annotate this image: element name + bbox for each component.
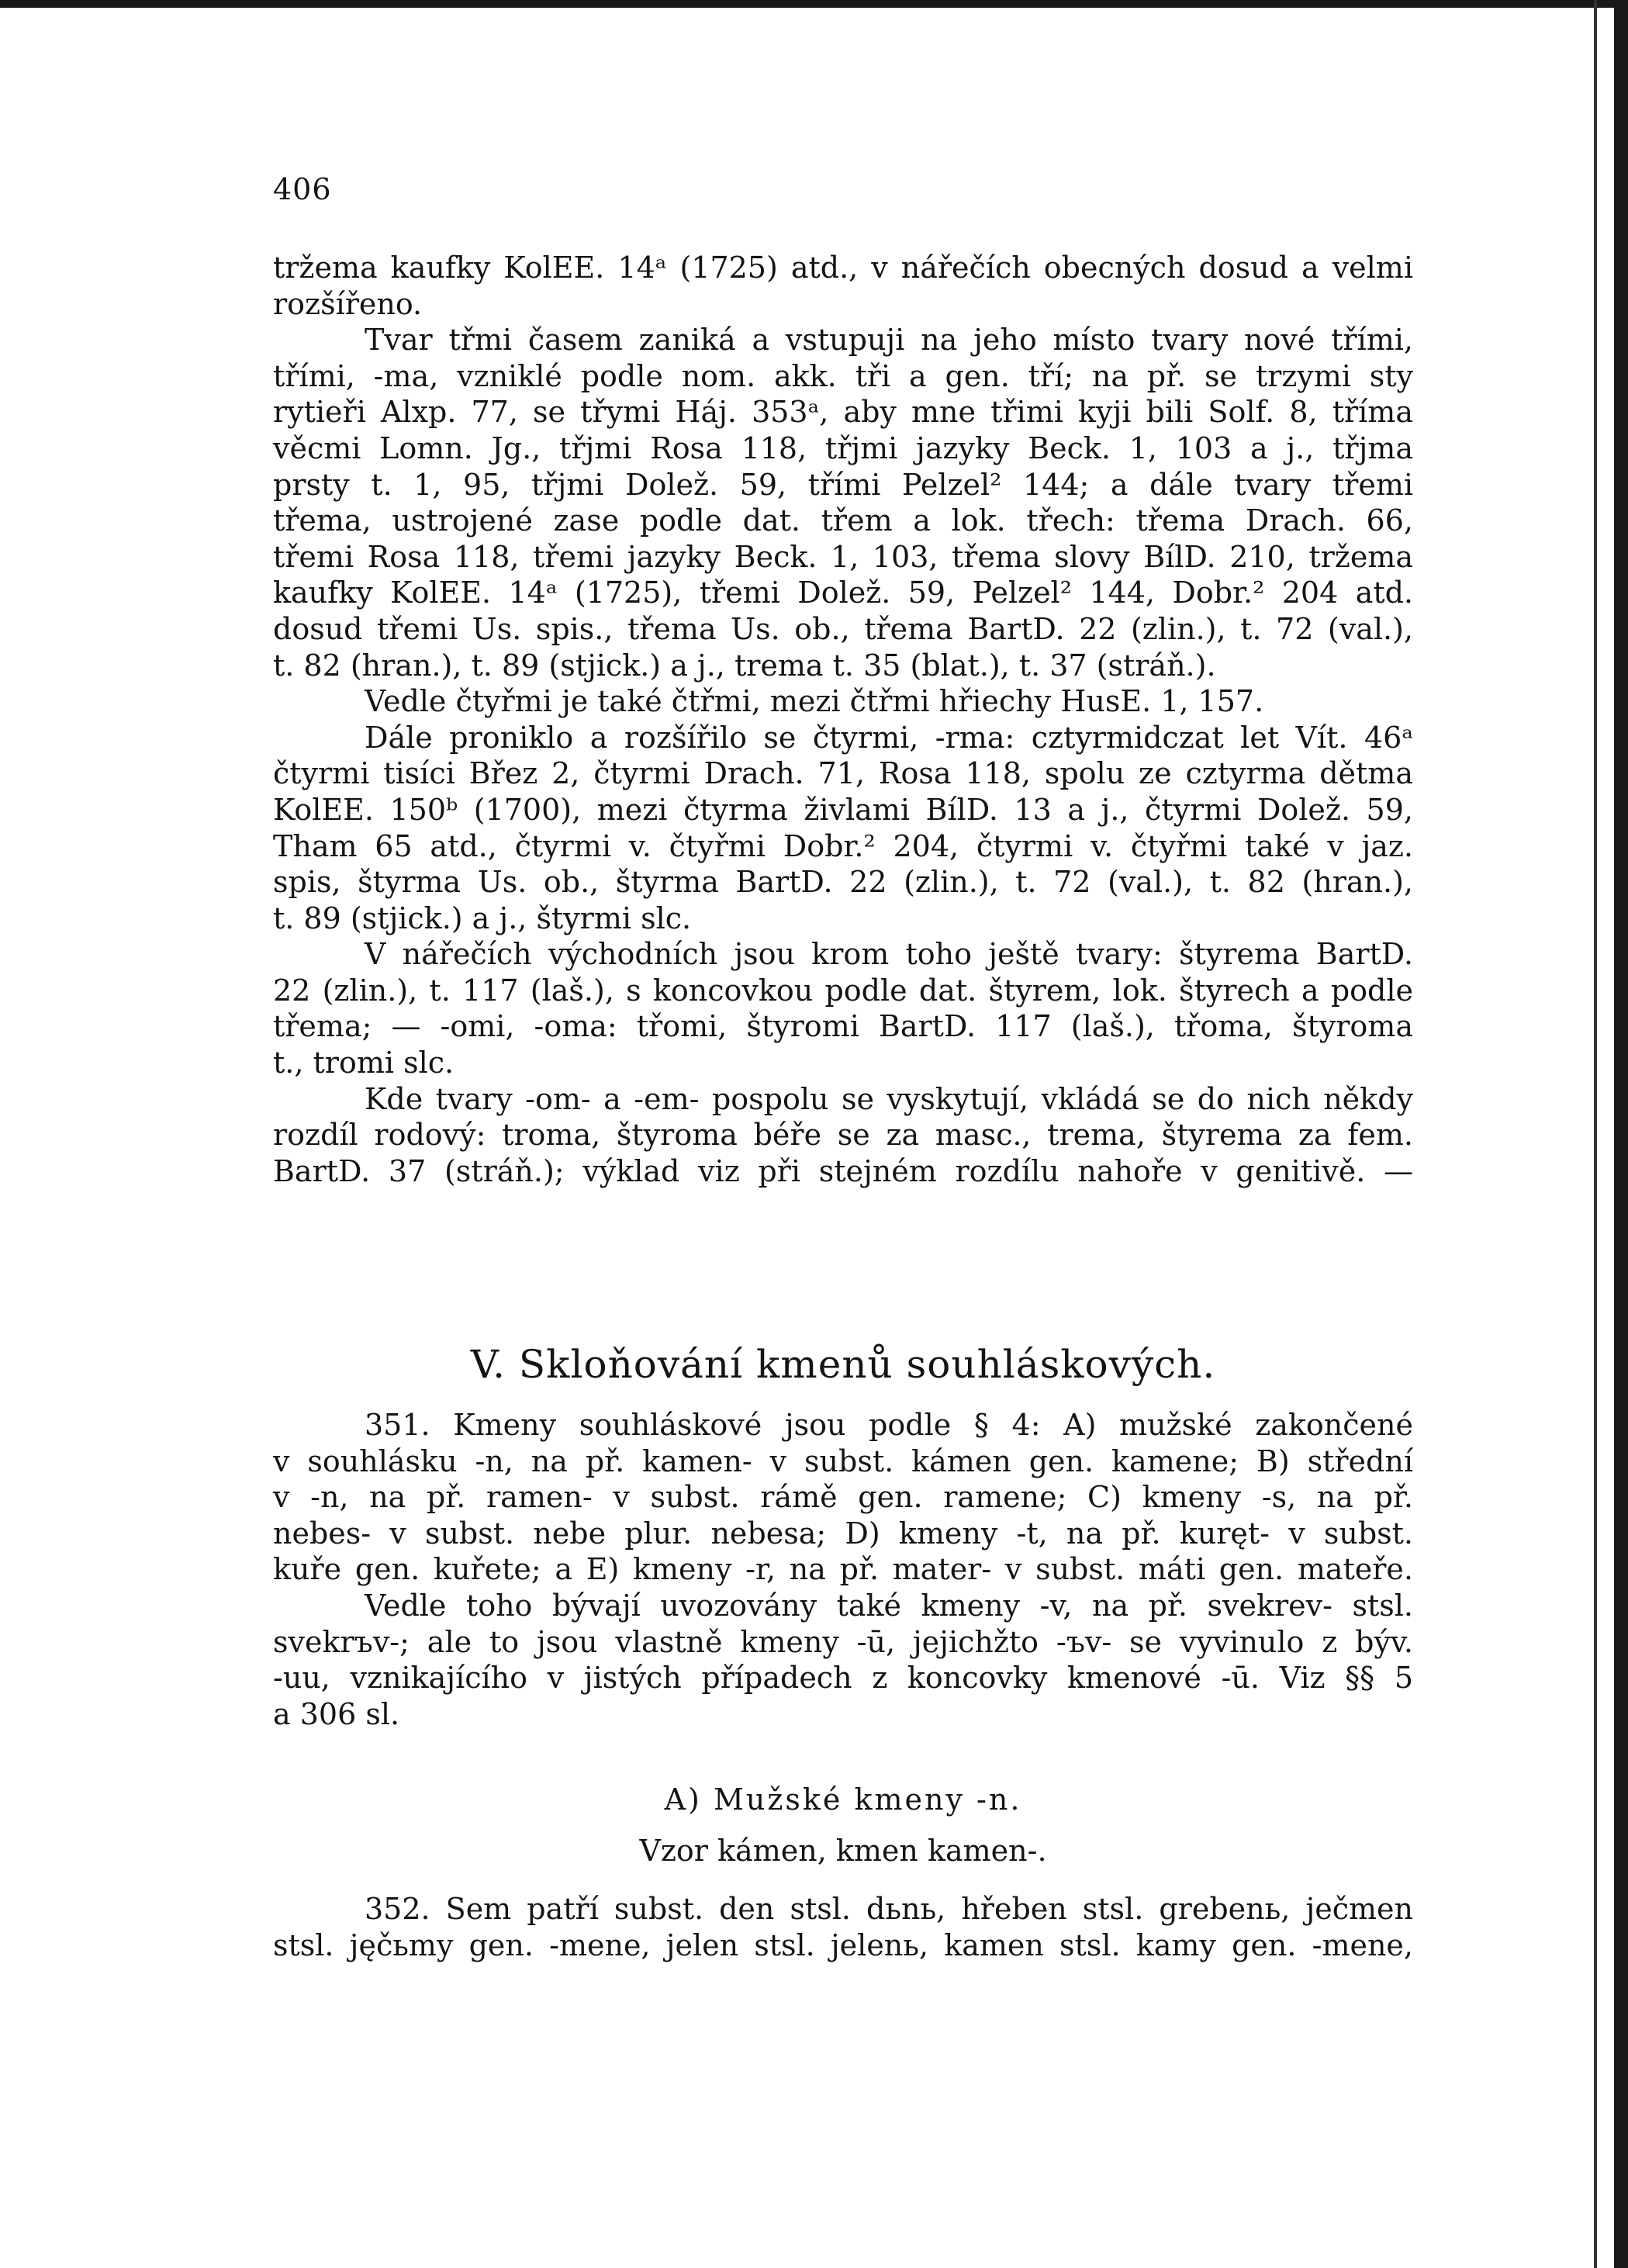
text-line: BartD. 37 (stráň.); výklad viz při stejném rozdílu nahoře v genitivě. —: [273, 1153, 1413, 1188]
text-line: 22 (zlin.), t. 117 (laš.), s koncovkou podle dat. štyrem, lok. štyrech a podle: [273, 973, 1413, 1008]
text-line: 351. Kmeny souhláskové jsou podle § 4: A) mužské zakončené: [365, 1408, 1413, 1442]
section-3-text: [273, 1891, 1413, 1963]
text-line: Tham 65 atd., čtyrmi v. čtyřmi Dobr.² 204, čtyrmi v. čtyřmi také v jaz.: [273, 828, 1413, 863]
text-line: -uu, vznikajícího v jistých případech z koncovky kmenové -ū. Viz §§ 5: [273, 1661, 1413, 1696]
text-line: nebes- v subst. nebe plur. nebesa; D) kmeny -t, na př. kuręt- v subst.: [273, 1516, 1413, 1551]
text-line: kaufky KolEE. 14ᵃ (1725), třemi Dolež. 59, Pelzel² 144, Dobr.² 204 atd.: [273, 576, 1413, 610]
text-line: tržema kaufky KolEE. 14ᵃ (1725) atd., v nářečích obecných dosud a velmi: [273, 251, 1413, 285]
text-line: třema; — -omi, -oma: třomi, štyromi BartD. 117 (laš.), třoma, štyroma: [273, 1009, 1413, 1044]
section-1-text: [273, 250, 1413, 1189]
scan-edge-top: [0, 0, 1628, 8]
text-line: t. 82 (hran.), t. 89 (stjick.) a j., trema t. 35 (blat.), t. 37 (stráň.).: [273, 648, 1216, 683]
text-line: KolEE. 150ᵇ (1700), mezi čtyrma živlami BílD. 13 a j., čtyrmi Dolež. 59,: [273, 792, 1413, 827]
text-line: v -n, na př. ramen- v subst. rámě gen. ramene; C) kmeny -s, na př.: [273, 1480, 1413, 1515]
text-line: rytieři Alxp. 77, se třymi Háj. 353ᵃ, aby mne třimi kyji bili Solf. 8, tříma: [273, 395, 1413, 430]
text-line: svekrъv-; ale to jsou vlastně kmeny -ū, jejichžto -ъv- se vyvinulo z býv.: [273, 1624, 1413, 1659]
text-line: Vedle čtyřmi je také čtřmi, mezi čtřmi hřiechy HusE. 1, 157.: [365, 684, 1264, 719]
text-line: třemi Rosa 118, třemi jazyky Beck. 1, 103, třema slovy BílD. 210, tržema: [273, 539, 1413, 574]
text-line: V nářečích východních jsou krom toho ještě tvary: štyrema BartD.: [365, 937, 1413, 972]
paradigm-heading: Vzor kámen, kmen kamen-.: [639, 1834, 1047, 1868]
text-line: t., tromi slc.: [273, 1046, 455, 1080]
text-line: kuře gen. kuřete; a E) kmeny -r, na př. mater- v subst. máti gen. mateře.: [273, 1552, 1413, 1587]
section-2-text: [273, 1407, 1413, 1732]
text-line: Vedle toho bývají uvozovány také kmeny -v, na př. svekrev- stsl.: [365, 1588, 1413, 1623]
text-line: věcmi Lomn. Jg., třjmi Rosa 118, třjmi jazyky Beck. 1, 103 a j., třjma: [273, 430, 1413, 465]
text-line: Tvar třmi časem zaniká a vstupuji na jeho místo tvary nové třími,: [365, 323, 1413, 358]
text-line: rozšířeno.: [273, 286, 423, 321]
text-line: a 306 sl.: [273, 1696, 400, 1731]
subsection-heading: A) Mužské kmeny -n.: [664, 1782, 1022, 1817]
text-line: Dále proniklo a rozšířilo se čtyrmi, -rma: cztyrmidczat let Vít. 46ᵃ: [365, 720, 1413, 755]
text-line: v souhlásku -n, na př. kamen- v subst. kámen gen. kamene; B) střední: [273, 1443, 1413, 1478]
text-line: třími, -ma, vzniklé podle nom. akk. tři a gen. tří; na př. se trzymi sty: [273, 358, 1413, 393]
text-line: t. 89 (stjick.) a j., štyrmi slc.: [273, 901, 692, 935]
text-line: 352. Sem patří subst. den stsl. dьnь, hřeben stsl. grebenь, ječmen: [365, 1892, 1413, 1926]
text-line: dosud třemi Us. spis., třema Us. ob., třema BartD. 22 (zlin.), t. 72 (val.),: [273, 611, 1413, 646]
text-line: třema, ustrojené zase podle dat. třem a lok. třech: třema Drach. 66,: [273, 503, 1413, 538]
scan-edge-line: [1594, 0, 1597, 2268]
text-line: stsl. jęčьmy gen. -mene, jelen stsl. jelenь, kamen stsl. kamy gen. -mene,: [273, 1927, 1413, 1962]
text-line: Kde tvary -om- a -em- pospolu se vyskytují, vkládá se do nich někdy: [365, 1081, 1413, 1116]
text-line: čtyrmi tisíci Břez 2, čtyrmi Drach. 71, Rosa 118, spolu ze cztyrma dětma: [273, 756, 1413, 791]
section-heading: V. Skloňování kmenů souhláskových.: [470, 1342, 1216, 1387]
text-line: rozdíl rodový: troma, štyroma béře se za masc., trema, štyrema za fem.: [273, 1118, 1413, 1153]
text-line: spis, štyrma Us. ob., štyrma BartD. 22 (zlin.), t. 72 (val.), t. 82 (hran.),: [273, 865, 1413, 900]
page-number: 406: [273, 172, 332, 206]
scan-edge-right: [1614, 0, 1628, 2268]
text-line: prsty t. 1, 95, třjmi Dolež. 59, třími Pelzel² 144; a dále tvary třemi: [273, 467, 1413, 502]
